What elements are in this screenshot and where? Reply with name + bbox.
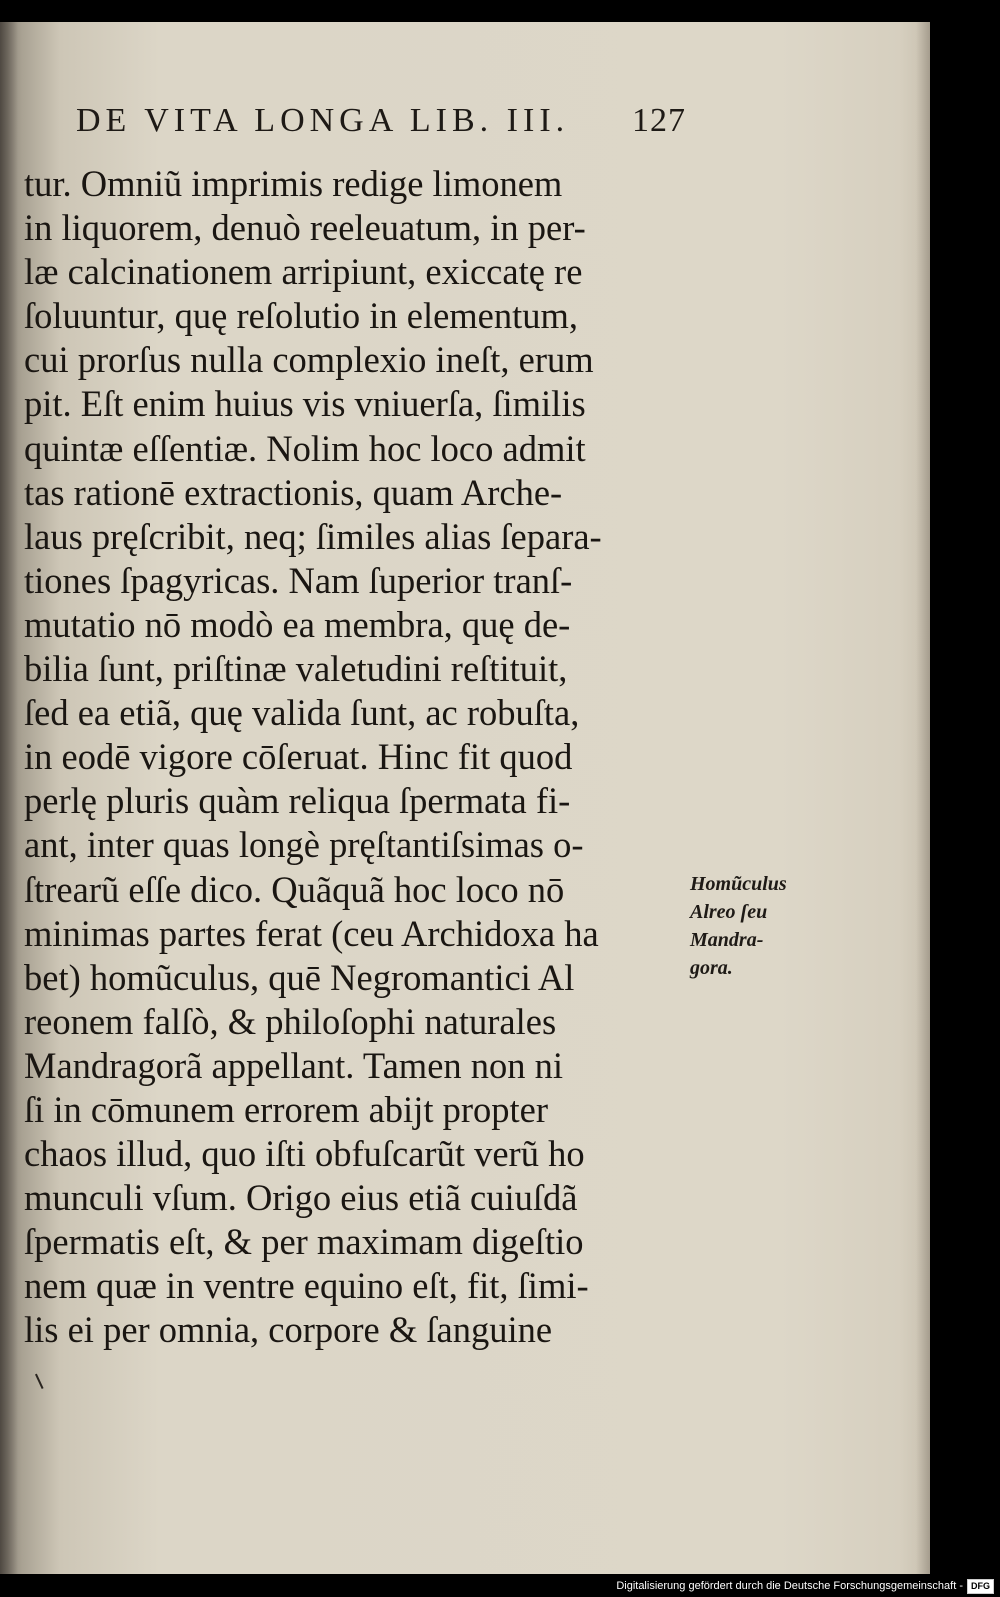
text-line: in eodē vigore cōſeruat. Hinc fit quod [24,736,573,778]
text-line: tas rationē extractionis, quam Arche- [24,471,563,513]
text-line: ſpermatis eſt, & per maximam digeſtio [24,1221,584,1263]
margin-note [690,870,840,982]
text-line: læ calcinationem arripiunt, exiccatę re [24,251,583,293]
text-line: ſed ea etiã, quę valida ſunt, ac robuſta, [24,692,580,734]
page-number: 127 [632,102,686,139]
text-line: bet) homũculus, quē Negromantici Al [24,956,575,998]
text-line: reonem falſò, & philoſophi naturales [24,1000,557,1042]
text-line: perlę pluris quàm reliqua ſpermata fi- [24,780,571,822]
text-line: Mandragorã appellant. Tamen non ni [24,1044,564,1086]
text-line: chaos illud, quo iſti obfuſcarũt verũ ho [24,1133,585,1175]
text-line: ſoluuntur, quę reſolutio in elementum, [24,295,579,337]
text-line: bilia ſunt, priſtinæ valetudini reſtituit, [24,648,568,690]
dfg-logo: DFG [967,1579,994,1594]
text-line: tiones ſpagyricas. Nam ſuperior tranſ- [24,559,573,601]
body-text [24,162,684,1353]
text-line: tur. Omniũ imprimis redige limonem [24,163,563,204]
text-line: ſtrearũ eſſe dico. Quãquã hoc loco nō [24,868,565,910]
text-line: lis ei per omnia, corpore & ſanguine [24,1309,553,1351]
text-line: minimas partes ferat (ceu Archidoxa ha [24,912,599,954]
page-spine-shadow [0,22,18,1574]
margin-note-line: gora. [690,957,733,979]
margin-note-line: Mandra- [690,929,764,951]
footer-bar [0,1575,1000,1597]
text-line: laus pręſcribit, neq; ſimiles alias ſepara- [24,515,602,557]
text-line: in liquorem, denuò reeleuatum, in per- [24,207,586,249]
ink-mark [35,1371,49,1389]
footer-credit: Digitalisierung gefördert durch die Deutsche Forschungsgemeinschaft - [616,1580,963,1592]
text-line: pit. Eſt enim huius vis vniuerſa, ſimilis [24,383,586,425]
text-line: quintæ eſſentiæ. Nolim hoc loco admit [24,427,586,469]
text-line: ant, inter quas longè pręſtantiſsimas o- [24,824,584,866]
book-page [0,22,930,1574]
running-title: DE VITA LONGA LIB. III. [76,102,570,139]
text-line: nem quæ in ventre equino eſt, fit, ſimi- [24,1265,589,1307]
margin-note-line: Alreo ſeu [690,901,768,923]
text-line: ſi in cōmunem errorem abijt propter [24,1088,549,1130]
running-header [76,102,686,140]
text-line: cui prorſus nulla complexio ineſt, erum [24,339,594,381]
margin-note-line: Homũculus [690,873,787,895]
text-line: mutatio nō modò ea membra, quę de- [24,603,571,645]
text-line: munculi vſum. Origo eius etiã cuiuſdã [24,1177,578,1219]
